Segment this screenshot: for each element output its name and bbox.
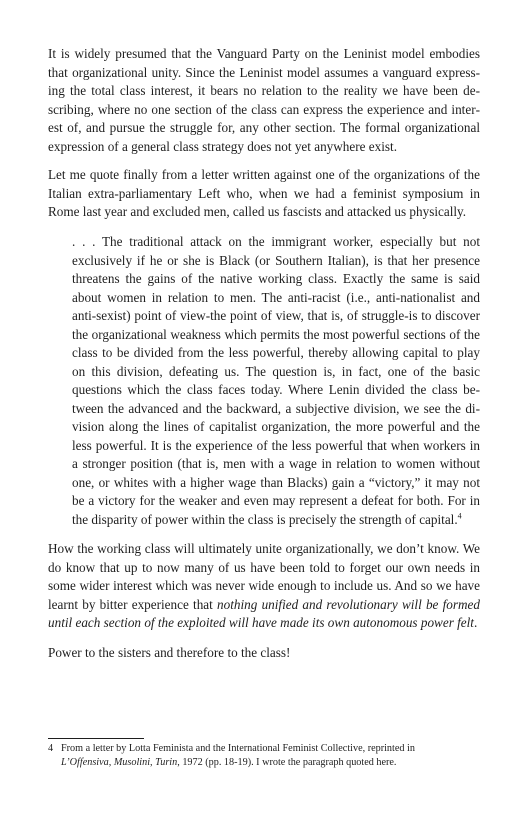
footnote-source: L’Offensiva, Musolini, Turin [61,757,178,768]
paragraph-working-class [48,540,480,633]
footnote-number: 4 [48,743,54,754]
footnote-divider [48,738,144,739]
paragraph-vanguard-party: It is widely presumed that the Vanguard Party on the Leninist model embodies that organizational unity. Since the Leninist model assumes a vanguard expressing the total class interest, it bears no relation to the reality we have been describing, where no one section of the class can express the experience and interest of, and pursue the struggle for, any other section. The formal organizational expression of a general class strategy does not yet anywhere exist. [48,46,480,154]
paragraph-closing-slogan: Power to the sisters and therefore to the class! [48,645,291,660]
paragraph-letter-intro: Let me quote finally from a letter written against one of the organizations of the Italian extra-parliamentary Left who, when we had a feminist symposium in Rome last year and excluded men, called us fascists and attacked us physically. [48,167,480,219]
footnote-text: From a letter by Lotta Feminista and the International Feminist Collective, reprinted in [61,743,415,754]
emphasized-statement: nothing unified and revolutionary will be formed until each section of the exploited will have made its own autonomous power felt [48,596,480,630]
paragraph-working-class-text: How the working class will ultimately unite organizationally, we don’t know. We do know that up to now many of us have been told to forget our own needs in some wider interest which was never wide enough to include us. And so we have learnt by bitter experience that [48,541,480,612]
paragraph-working-class-end: . [473,615,478,630]
block-quote [72,233,480,529]
block-quote-text: . . . The traditional attack on the immigrant worker, especially but not exclusively if he or she is Black (or Southern Italian), is that her presence threatens the gains of the native working class. Exactly the same is said about women in relation to men. The anti-racist (i.e., anti-nationalist and anti-sexist) point of view-the point of view, that is, of struggle-is to discover the organizational weakness which permits the most powerful sections of the class to be divided from the less powerful, thereby allowing capital to play on this division, defeating us. The question is, in fact, one of the basic questions which the class faces today. Where Lenin divided the class between the advanced and the backward, a subjective division, we see the division along the lines of capitalist organization, the more powerful and the less powerful. It is the experience of the less powerful that when workers in a stronger position (that is, men with a wage in relation to women without one, or whites with a higher wage than Blacks) gain a “victory,” it may not be a victory for the weaker and even may represent a defeat for both. For in the disparity of power within the class is precisely the strength of capital. [72,234,480,527]
footnote [48,742,480,770]
footnote-text-end: , 1972 (pp. 18-19). I wrote the paragraph quoted here. [177,757,397,768]
footnote-reference: 4 [457,511,462,521]
